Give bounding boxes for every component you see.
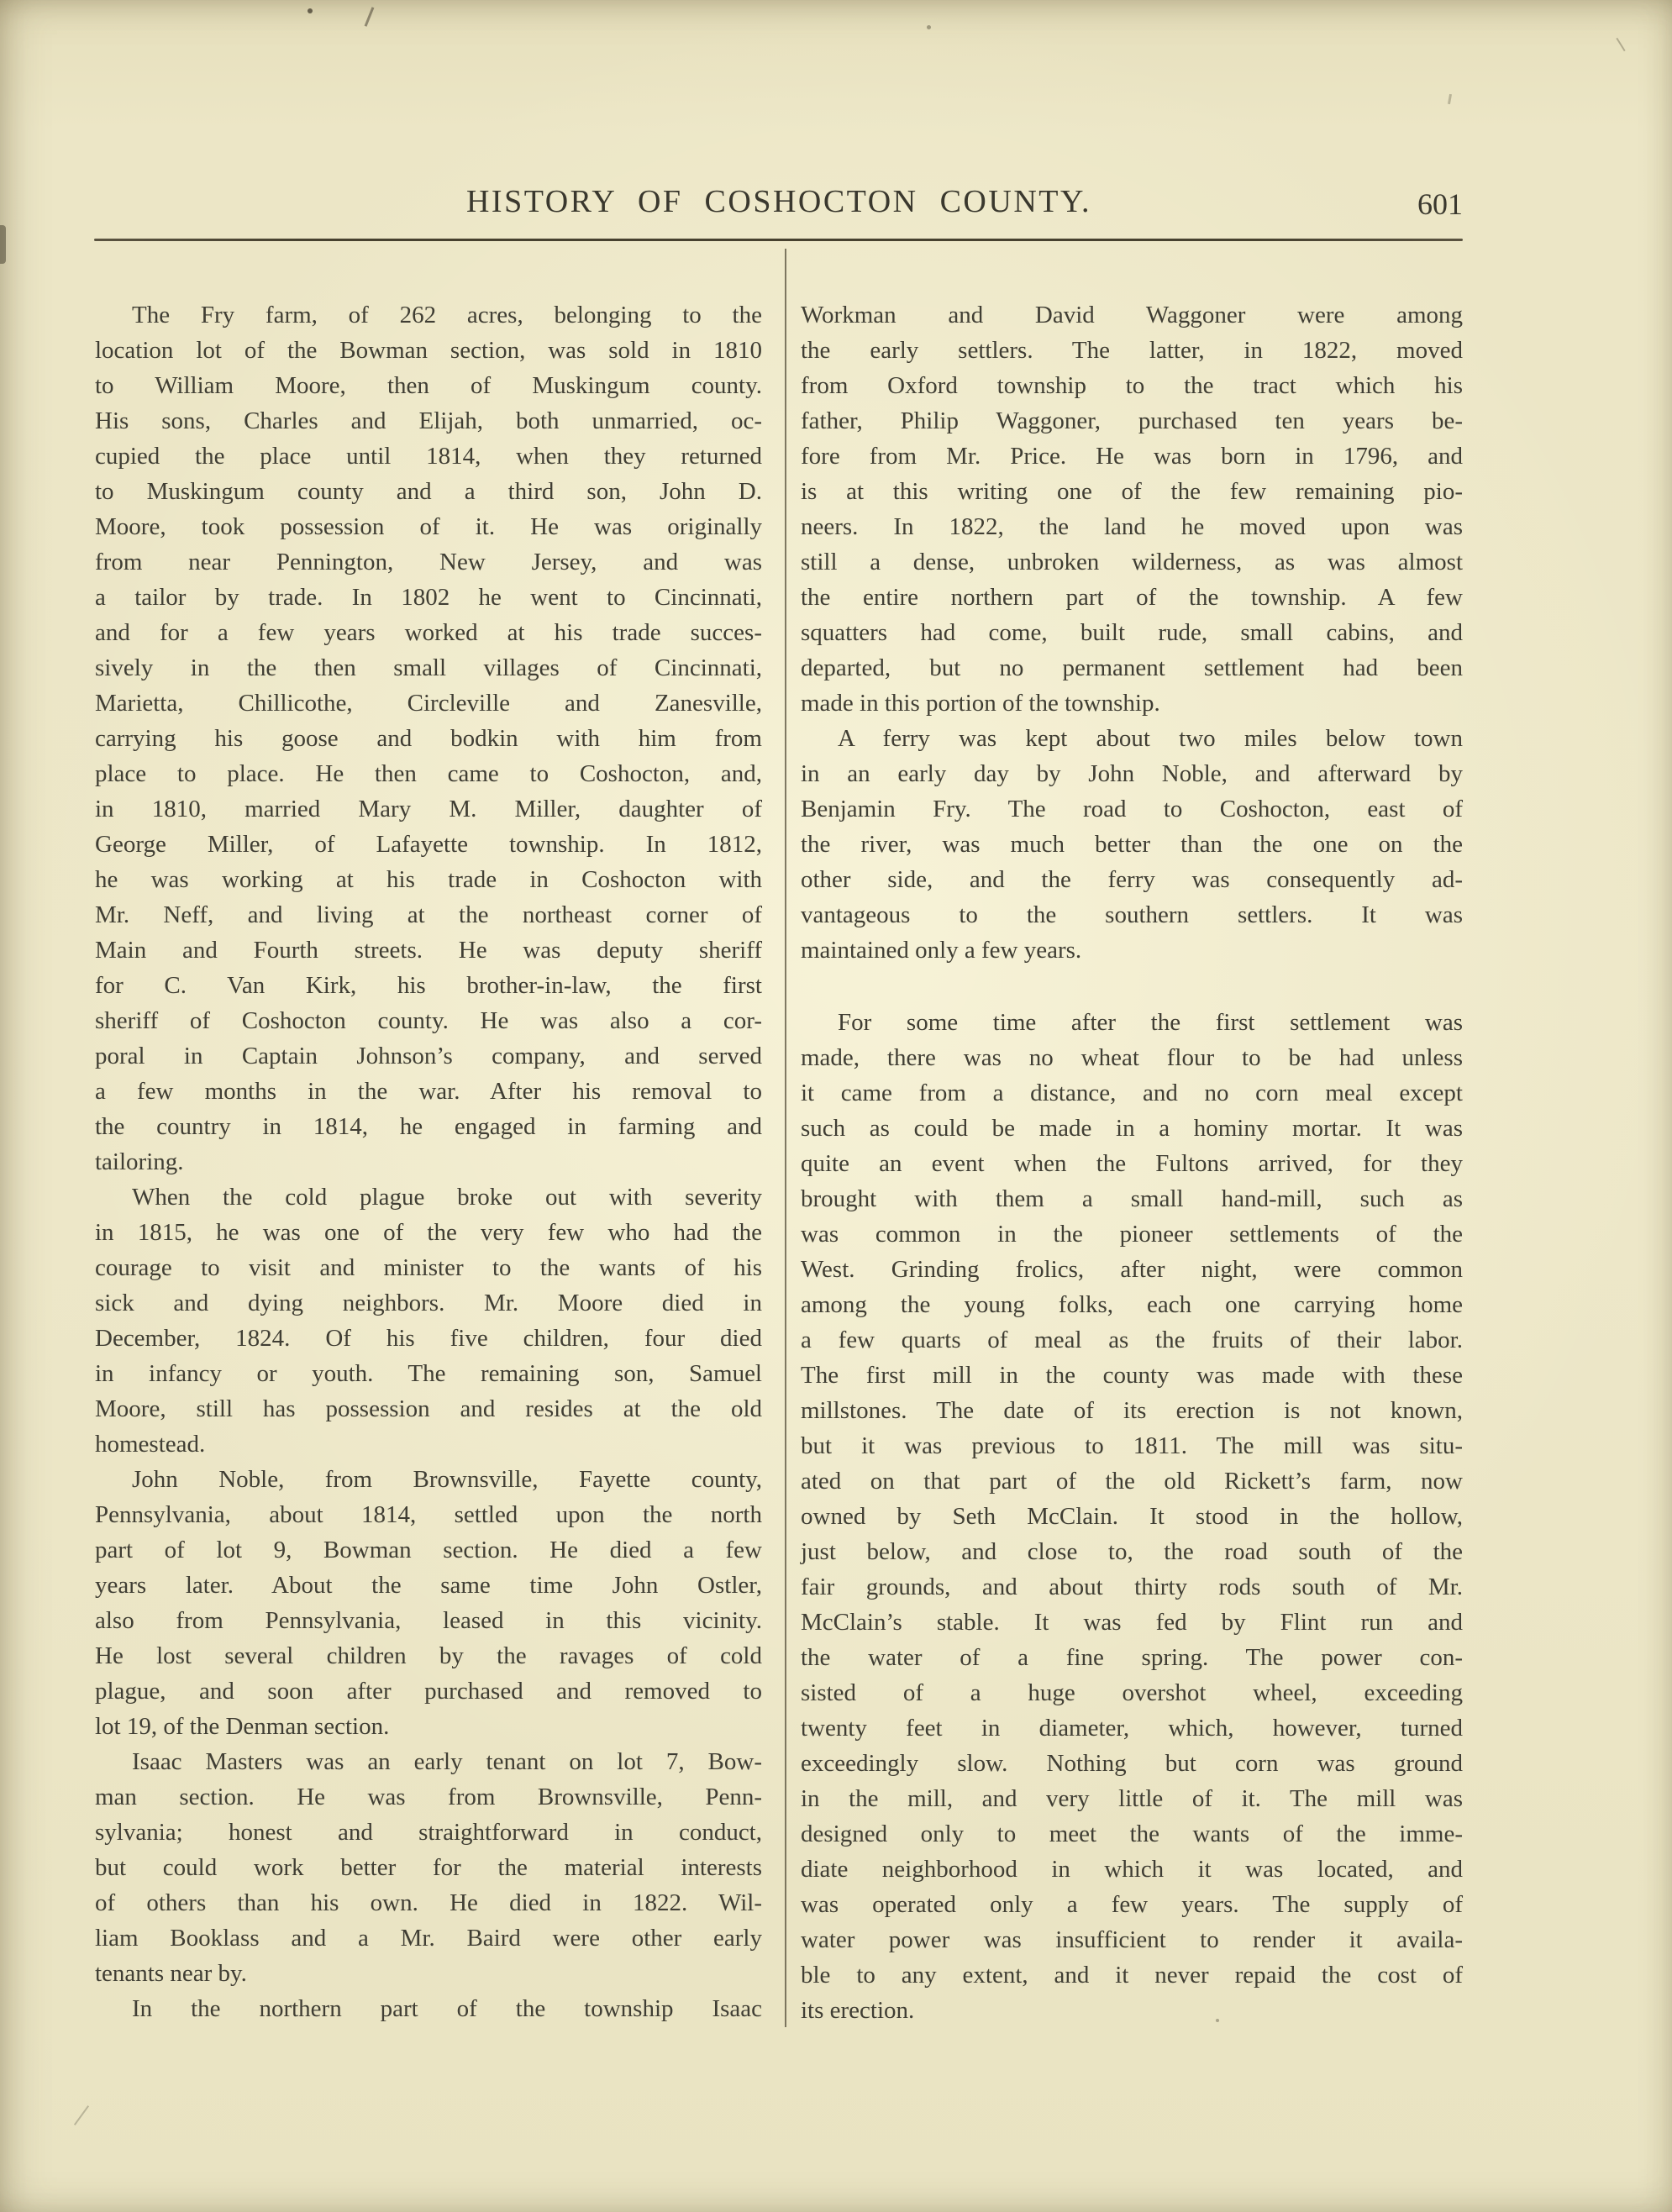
paper-mark [1616,38,1625,51]
text-line: For some time after the first settlement was [838,1009,1463,1036]
text-line: The first mill in the county was made with these [801,1362,1463,1389]
text-line: to William Moore, then of Muskingum county. [95,372,762,399]
text-line: in 1815, he was one of the very few who had the [95,1219,762,1246]
text-line: Moore, still has possession and resides at the old [95,1395,762,1422]
page-number: 601 [1417,187,1463,221]
text-line: sick and dying neighbors. Mr. Moore died in [95,1290,762,1316]
text-line: to Muskingum county and a third son, John D. [95,478,762,505]
text-line: sylvania; honest and straightforward in conduct, [95,1819,762,1846]
text-line: twenty feet in diameter, which, however, turned [801,1715,1463,1742]
paragraph [95,1462,762,1744]
text-line: fair grounds, and about thirty rods south of Mr. [801,1574,1463,1600]
text-block [95,297,1463,2028]
text-line: lot 19, of the Denman section. [95,1713,390,1740]
text-line: cupied the place until 1814, when they returned [95,443,762,470]
text-line: exceedingly slow. Nothing but corn was ground [801,1750,1463,1777]
text-line: from near Pennington, New Jersey, and was [95,549,762,575]
text-line: courage to visit and minister to the wants of his [95,1254,762,1281]
text-line: water power was insufficient to render it availa- [801,1926,1463,1953]
text-line: from Oxford township to the tract which his [801,372,1463,399]
text-line: fore from Mr. Price. He was born in 1796, and [801,443,1463,470]
text-line: sively in the then small villages of Cincinnati, [95,654,762,681]
text-line: years later. About the same time John Ostler, [95,1572,762,1599]
text-line: location lot of the Bowman section, was sold in 1810 [95,337,762,364]
text-line: in infancy or youth. The remaining son, Samuel [95,1360,762,1387]
text-line: When the cold plague broke out with severity [132,1184,762,1211]
text-line: ated on that part of the old Rickett’s farm, now [801,1468,1463,1495]
text-line: made, there was no wheat flour to be had unless [801,1044,1463,1071]
text-line: in an early day by John Noble, and afterward by [801,760,1463,787]
text-line: homestead. [95,1431,206,1458]
text-line: the water of a fine spring. The power con- [801,1644,1463,1671]
paragraph [95,1744,762,1991]
right-column [801,297,1463,2028]
text-line: December, 1824. Of his five children, four died [95,1325,762,1352]
paragraph [801,721,1463,968]
text-line: he was working at his trade in Coshocton with [95,866,762,893]
text-line: plague, and soon after purchased and removed to [95,1678,762,1705]
text-line: but it was previous to 1811. The mill was situ- [801,1432,1463,1459]
text-line: carrying his goose and bodkin with him from [95,725,762,752]
left-column [95,297,762,2028]
text-line: other side, and the ferry was consequently ad- [801,866,1463,893]
paper-speck [308,8,313,13]
text-line: it came from a distance, and no corn meal except [801,1080,1463,1106]
text-line: its erection. [801,1997,915,2024]
text-line: Main and Fourth streets. He was deputy sheriff [95,937,762,964]
text-line: A ferry was kept about two miles below town [838,725,1463,752]
text-line: tenants near by. [95,1960,247,1987]
text-line: place to place. He then came to Coshocton, and, [95,760,762,787]
text-line: was common in the pioneer settlements of the [801,1221,1463,1248]
text-line: in the mill, and very little of it. The mill was [801,1785,1463,1812]
text-line: designed only to meet the wants of the imme- [801,1821,1463,1847]
text-line: The Fry farm, of 262 acres, belonging to the [132,302,762,328]
text-line: the country in 1814, he engaged in farming and [95,1113,762,1140]
text-line: Benjamin Fry. The road to Coshocton, east of [801,796,1463,822]
text-line: just below, and close to, the road south of the [801,1538,1463,1565]
text-line: sisted of a huge overshot wheel, exceeding [801,1679,1463,1706]
text-line: of others than his own. He died in 1822. Wil- [95,1889,762,1916]
text-line: poral in Captain Johnson’s company, and served [95,1043,762,1069]
text-line: In the northern part of the township Isaac [132,1995,762,2022]
text-line: man section. He was from Brownsville, Penn- [95,1784,762,1810]
text-line: for C. Van Kirk, his brother-in-law, the first [95,972,762,999]
text-line: and for a few years worked at his trade succes- [95,619,762,646]
text-line: the entire northern part of the township. A few [801,584,1463,611]
paper-mark [365,7,375,26]
text-line: father, Philip Waggoner, purchased ten years be- [801,407,1463,434]
text-line: Moore, took possession of it. He was originally [95,513,762,540]
text-line: liam Booklass and a Mr. Baird were other early [95,1925,762,1952]
text-line: tailoring. [95,1148,184,1175]
scan-edge-mark [0,225,6,264]
text-line: a tailor by trade. In 1802 he went to Cincinnati, [95,584,762,611]
header-rule [94,239,1463,241]
text-line: in 1810, married Mary M. Miller, daughter of [95,796,762,822]
text-line: the river, was much better than the one on the [801,831,1463,858]
text-line: was operated only a few years. The supply of [801,1891,1463,1918]
text-line: diate neighborhood in which it was located, and [801,1856,1463,1883]
text-line: He lost several children by the ravages of cold [95,1642,762,1669]
text-line: made in this portion of the township. [801,690,1160,717]
paragraph [801,297,1463,721]
text-line: among the young folks, each one carrying home [801,1291,1463,1318]
text-line: quite an event when the Fultons arrived, for they [801,1150,1463,1177]
text-line: such as could be made in a hominy mortar. It was [801,1115,1463,1142]
text-line: maintained only a few years. [801,937,1082,964]
text-line: brought with them a small hand-mill, such as [801,1185,1463,1212]
text-line: sheriff of Coshocton county. He was also a cor- [95,1007,762,1034]
page-title: HISTORY OF COSHOCTON COUNTY. [465,184,1092,219]
paragraph [801,1005,1463,2028]
text-line: is at this writing one of the few remaining pio- [801,478,1463,505]
paragraph [95,297,762,1180]
paper-speck [927,25,931,29]
text-line: part of lot 9, Bowman section. He died a few [95,1537,762,1563]
text-line: millstones. The date of its erection is not known, [801,1397,1463,1424]
text-line: West. Grinding frolics, after night, were common [801,1256,1463,1283]
paragraph [95,1991,762,2026]
paper-mark [1448,94,1452,104]
text-line: John Noble, from Brownsville, Fayette county, [132,1466,762,1493]
text-line: squatters had come, built rude, small cabins, and [801,619,1463,646]
text-line: neers. In 1822, the land he moved upon was [801,513,1463,540]
text-line: also from Pennsylvania, leased in this vicinity. [95,1607,762,1634]
text-line: George Miller, of Lafayette township. In 1812, [95,831,762,858]
text-line: Pennsylvania, about 1814, settled upon the north [95,1501,762,1528]
text-line: but could work better for the material interests [95,1854,762,1881]
text-line: departed, but no permanent settlement had been [801,654,1463,681]
text-line: Marietta, Chillicothe, Circleville and Zanesville, [95,690,762,717]
text-line: vantageous to the southern settlers. It was [801,901,1463,928]
text-line: the early settlers. The latter, in 1822, moved [801,337,1463,364]
text-line: Isaac Masters was an early tenant on lot 7, Bow- [132,1748,762,1775]
text-line: Workman and David Waggoner were among [801,302,1463,328]
text-line: ble to any extent, and it never repaid the cost of [801,1962,1463,1989]
text-line: His sons, Charles and Elijah, both unmarried, oc- [95,407,762,434]
paper-mark [74,2105,89,2125]
text-line: owned by Seth McClain. It stood in the hollow, [801,1503,1463,1530]
paragraph [95,1180,762,1462]
text-line: McClain’s stable. It was fed by Flint run and [801,1609,1463,1636]
text-line: still a dense, unbroken wilderness, as was almost [801,549,1463,575]
text-line: Mr. Neff, and living at the northeast corner of [95,901,762,928]
text-line: a few months in the war. After his removal to [95,1078,762,1105]
paper-speck [1216,2019,1219,2022]
text-line: a few quarts of meal as the fruits of their labor. [801,1327,1463,1353]
